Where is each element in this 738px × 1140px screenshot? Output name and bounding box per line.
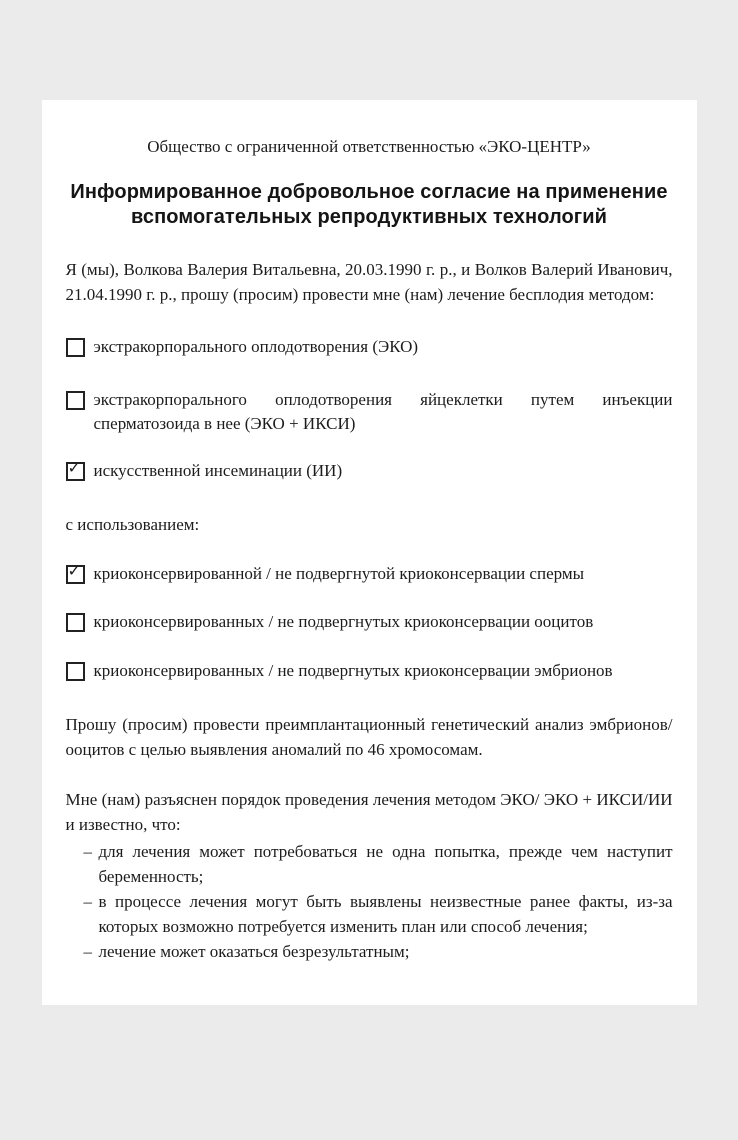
- dash-marker: –: [83, 942, 92, 961]
- dash-marker: –: [83, 842, 92, 861]
- usage-sperm-checkbox: [66, 560, 85, 584]
- check-icon: ✓: [67, 457, 81, 477]
- usage-option-oocytes: [66, 610, 673, 635]
- method-option-eco-iksi: [66, 388, 673, 437]
- organization-name: Общество с ограниченной ответственностью «ЭКО-ЦЕНТР»: [147, 137, 591, 156]
- explained-paragraph: Мне (нам) разъяснен порядок проведения лечения методом ЭКО/ ЭКО + ИКСИ/ИИ и известно, что:: [65, 790, 673, 834]
- method-option-label: экстракорпорального оплодотворения яйцеклетки путем инъекции сперматозоида в нее (ЭКО + ИКСИ): [93, 389, 673, 433]
- bullet-text: лечение может оказаться безрезультатным;: [98, 942, 410, 961]
- bullet-text: в процессе лечения могут быть выявлены неизвестные ранее факты, из-за которых возможно потребуется изменить план или способ лечения;: [98, 892, 673, 936]
- document-title: Информированное добровольное согласие на применение вспомогательных репродуктивных технологий: [70, 181, 668, 228]
- usage-option-label: криоконсервированных / не подвергнутых криоконсервации ооцитов: [93, 612, 594, 631]
- method-eco-checkbox: [66, 338, 85, 357]
- bullet-list: [66, 839, 673, 964]
- usage-oocytes-checkbox: [66, 613, 85, 632]
- usage-option-embryos: [66, 659, 673, 684]
- treatment-method-options: [66, 335, 673, 483]
- dash-marker: –: [83, 892, 92, 911]
- consent-document-page: [42, 100, 697, 1005]
- bullet-item: [84, 889, 673, 939]
- usage-option-label: криоконсервированных / не подвергнутых криоконсервации эмбрионов: [93, 660, 613, 680]
- usage-option-label: криоконсервированной / не подвергнутой криоконсервации спермы: [93, 563, 585, 583]
- method-option-ii: [66, 459, 673, 484]
- bullet-item: [84, 839, 673, 889]
- intro-paragraph: Я (мы), Волкова Валерия Витальевна, 20.03.1990 г. р., и Волков Валерий Иванович, 21.04.1990 г. р., прошу (просим) провести мне (нам) лечение бесплодия методом:: [65, 260, 673, 304]
- bullet-text: для лечения может потребоваться не одна попытка, прежде чем наступит беременность;: [98, 842, 673, 886]
- bullet-item: [84, 939, 673, 964]
- usage-option-sperm: [66, 562, 673, 587]
- check-icon: ✓: [67, 560, 81, 580]
- pgd-paragraph: Прошу (просим) провести преимплантационный генетический анализ эмбрионов/ооцитов с целью выявления аномалий по 46 хромосомам.: [65, 715, 673, 759]
- usage-heading: с использованием:: [65, 515, 200, 534]
- usage-options: [66, 562, 673, 684]
- method-option-eco: [66, 335, 673, 360]
- usage-embryos-checkbox: [66, 662, 85, 681]
- method-eco-iksi-checkbox: [66, 391, 85, 410]
- method-option-label: искусственной инсеминации (ИИ): [93, 460, 343, 480]
- method-ii-checkbox: [66, 457, 85, 481]
- method-option-label: экстракорпорального оплодотворения (ЭКО): [93, 337, 419, 356]
